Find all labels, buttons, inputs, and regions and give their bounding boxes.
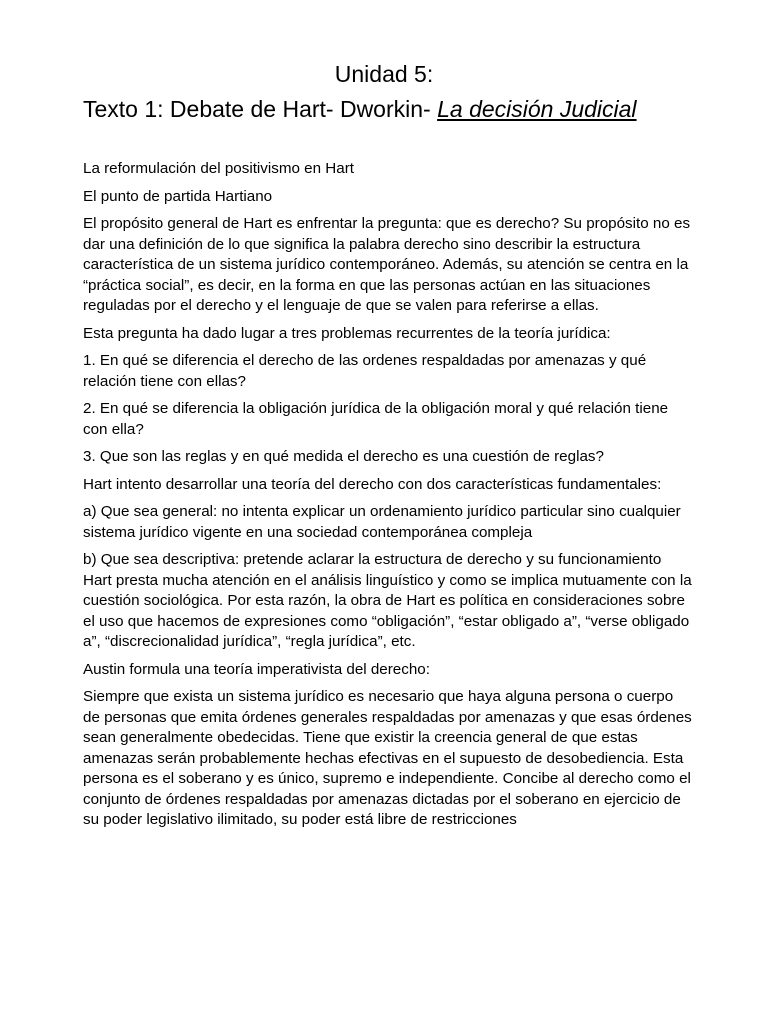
paragraph: Esta pregunta ha dado lugar a tres problemas recurrentes de la teoría jurídica: — [83, 324, 611, 342]
paragraph: a) Que sea general: no intenta explicar un ordenamiento jurídico particular sino cualquier sistema jurídico vigente en una sociedad contemporánea compleja — [83, 503, 681, 541]
title-emphasis: La decisión Judicial — [437, 96, 637, 122]
title-text: Texto 1: Debate de Hart- Dworkin- — [83, 96, 438, 122]
paragraph: 3. Que son las reglas y en qué medida el derecho es una cuestión de reglas? — [83, 448, 604, 465]
paragraph: Austin formula una teoría imperativista del derecho: — [83, 660, 430, 678]
paragraph: El punto de partida Hartiano — [83, 187, 273, 205]
paragraph: 1. En qué se diferencia el derecho de las ordenes respaldadas por amenazas y qué relación tiene con ellas? — [83, 352, 647, 390]
paragraph: 2. En qué se diferencia la obligación jurídica de la obligación moral y qué relación tiene con ella? — [83, 400, 669, 438]
paragraph: El propósito general de Hart es enfrentar la pregunta: que es derecho? Su propósito no es dar una definición de lo que significa la palabra derecho sino describir la estructura característica de un sistema jurídico contemporáneo. Además, su atención se centra en la “práctica social”, es decir, en la forma en que las personas actúan en las situaciones reguladas por el derecho y el lenguaje de que se valen para referirse a ellas. — [83, 215, 691, 314]
paragraph: b) Que sea descriptiva: pretende aclarar la estructura de derecho y su funcionamiento Hart presta mucha atención en el análisis linguístico y como se implica mutuamente con la cuestión sociológica. Por esta razón, la obra de Hart es política en consideraciones sobre el uso que hacemos de expresiones como “obligación”, “estar obligado a”, “verse obligado a”, “discrecionalidad jurídica”, “regla jurídica”, etc. — [83, 551, 692, 650]
unit-heading: Unidad 5: — [334, 61, 434, 87]
paragraph: Hart intento desarrollar una teoría del derecho con dos características fundamentales: — [83, 475, 662, 493]
paragraph: La reformulación del positivismo en Hart — [83, 160, 354, 177]
document-title — [83, 95, 683, 123]
paragraph: Siempre que exista un sistema jurídico es necesario que haya alguna persona o cuerpo de personas que emita órdenes generales respaldadas por amenazas y que esas órdenes sean generalmente obedecidas. Tiene que existir la creencia general de que estas amenazas serán probablemente hechas efectivas en el supuesto de desobediencia. Esta persona es el soberano y es único, supremo e independiente. Concibe al derecho como el conjunto de órdenes respaldadas por amenazas dictadas por el soberano en ejercicio de su poder legislativo ilimitado, su poder está libre de restricciones — [83, 688, 692, 828]
document-body — [83, 159, 693, 838]
